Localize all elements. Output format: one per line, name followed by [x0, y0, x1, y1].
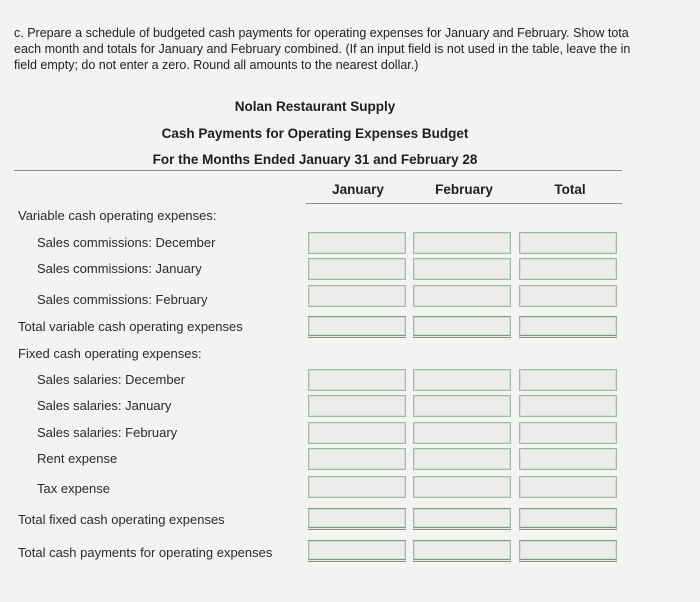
input-salaries-december-january[interactable]	[308, 369, 406, 391]
input-tax-expense-february[interactable]	[413, 476, 511, 498]
input-total-variable-january[interactable]	[308, 316, 406, 338]
input-salaries-february-total[interactable]	[519, 422, 617, 444]
input-tax-expense-january[interactable]	[308, 476, 406, 498]
input-commissions-february-january[interactable]	[308, 285, 406, 307]
row-label-rent-expense: Rent expense	[37, 451, 118, 466]
schedule-title: Cash Payments for Operating Expenses Budget	[161, 126, 469, 141]
company-name: Nolan Restaurant Supply	[234, 99, 396, 114]
input-total-fixed-total[interactable]	[519, 508, 617, 530]
instructions-line-1: c. Prepare a schedule of budgeted cash payments for operating expenses for January and February. Show tota	[14, 26, 629, 40]
input-commissions-january-january[interactable]	[308, 258, 406, 280]
input-commissions-december-january[interactable]	[308, 232, 406, 254]
row-label-fixed-section: Fixed cash operating expenses:	[18, 346, 202, 361]
input-salaries-december-total[interactable]	[519, 369, 617, 391]
input-total-fixed-february[interactable]	[413, 508, 511, 530]
row-label-variable-section: Variable cash operating expenses:	[18, 208, 217, 223]
column-header-rule	[306, 203, 622, 204]
input-rent-expense-january[interactable]	[308, 448, 406, 470]
row-label-total-variable: Total variable cash operating expenses	[18, 319, 243, 334]
input-commissions-february-february[interactable]	[413, 285, 511, 307]
input-rent-expense-february[interactable]	[413, 448, 511, 470]
column-header-february: February	[435, 182, 493, 197]
input-total-fixed-january[interactable]	[308, 508, 406, 530]
input-salaries-february-january[interactable]	[308, 422, 406, 444]
input-commissions-february-total[interactable]	[519, 285, 617, 307]
input-commissions-december-february[interactable]	[413, 232, 511, 254]
row-label-commissions-february: Sales commissions: February	[37, 292, 208, 307]
input-commissions-december-total[interactable]	[519, 232, 617, 254]
column-header-january: January	[332, 182, 384, 197]
input-salaries-january-january[interactable]	[308, 395, 406, 417]
row-label-commissions-january: Sales commissions: January	[37, 261, 202, 276]
input-total-variable-february[interactable]	[413, 316, 511, 338]
input-salaries-january-total[interactable]	[519, 395, 617, 417]
input-total-cash-payments-total[interactable]	[519, 540, 617, 562]
input-commissions-january-total[interactable]	[519, 258, 617, 280]
input-rent-expense-total[interactable]	[519, 448, 617, 470]
input-total-cash-payments-february[interactable]	[413, 540, 511, 562]
row-label-salaries-december: Sales salaries: December	[37, 372, 186, 387]
column-header-total: Total	[554, 182, 586, 197]
row-label-tax-expense: Tax expense	[37, 481, 110, 496]
instructions-line-2: each month and totals for January and February combined. (If an input field is not used in the table, leave the in	[14, 42, 631, 56]
input-commissions-january-february[interactable]	[413, 258, 511, 280]
input-total-variable-total[interactable]	[519, 316, 617, 338]
row-label-salaries-february: Sales salaries: February	[37, 425, 178, 440]
instructions	[14, 25, 700, 73]
input-total-cash-payments-january[interactable]	[308, 540, 406, 562]
row-label-total-cash-payments: Total cash payments for operating expenses	[18, 545, 273, 560]
input-salaries-january-february[interactable]	[413, 395, 511, 417]
header-rule	[14, 170, 622, 171]
input-tax-expense-total[interactable]	[519, 476, 617, 498]
schedule-period: For the Months Ended January 31 and February 28	[152, 152, 478, 167]
instructions-line-3: field empty; do not enter a zero. Round all amounts to the nearest dollar.)	[14, 58, 419, 72]
row-label-commissions-december: Sales commissions: December	[37, 235, 216, 250]
row-label-salaries-january: Sales salaries: January	[37, 398, 172, 413]
row-label-total-fixed: Total fixed cash operating expenses	[18, 512, 225, 527]
input-salaries-february-february[interactable]	[413, 422, 511, 444]
input-salaries-december-february[interactable]	[413, 369, 511, 391]
